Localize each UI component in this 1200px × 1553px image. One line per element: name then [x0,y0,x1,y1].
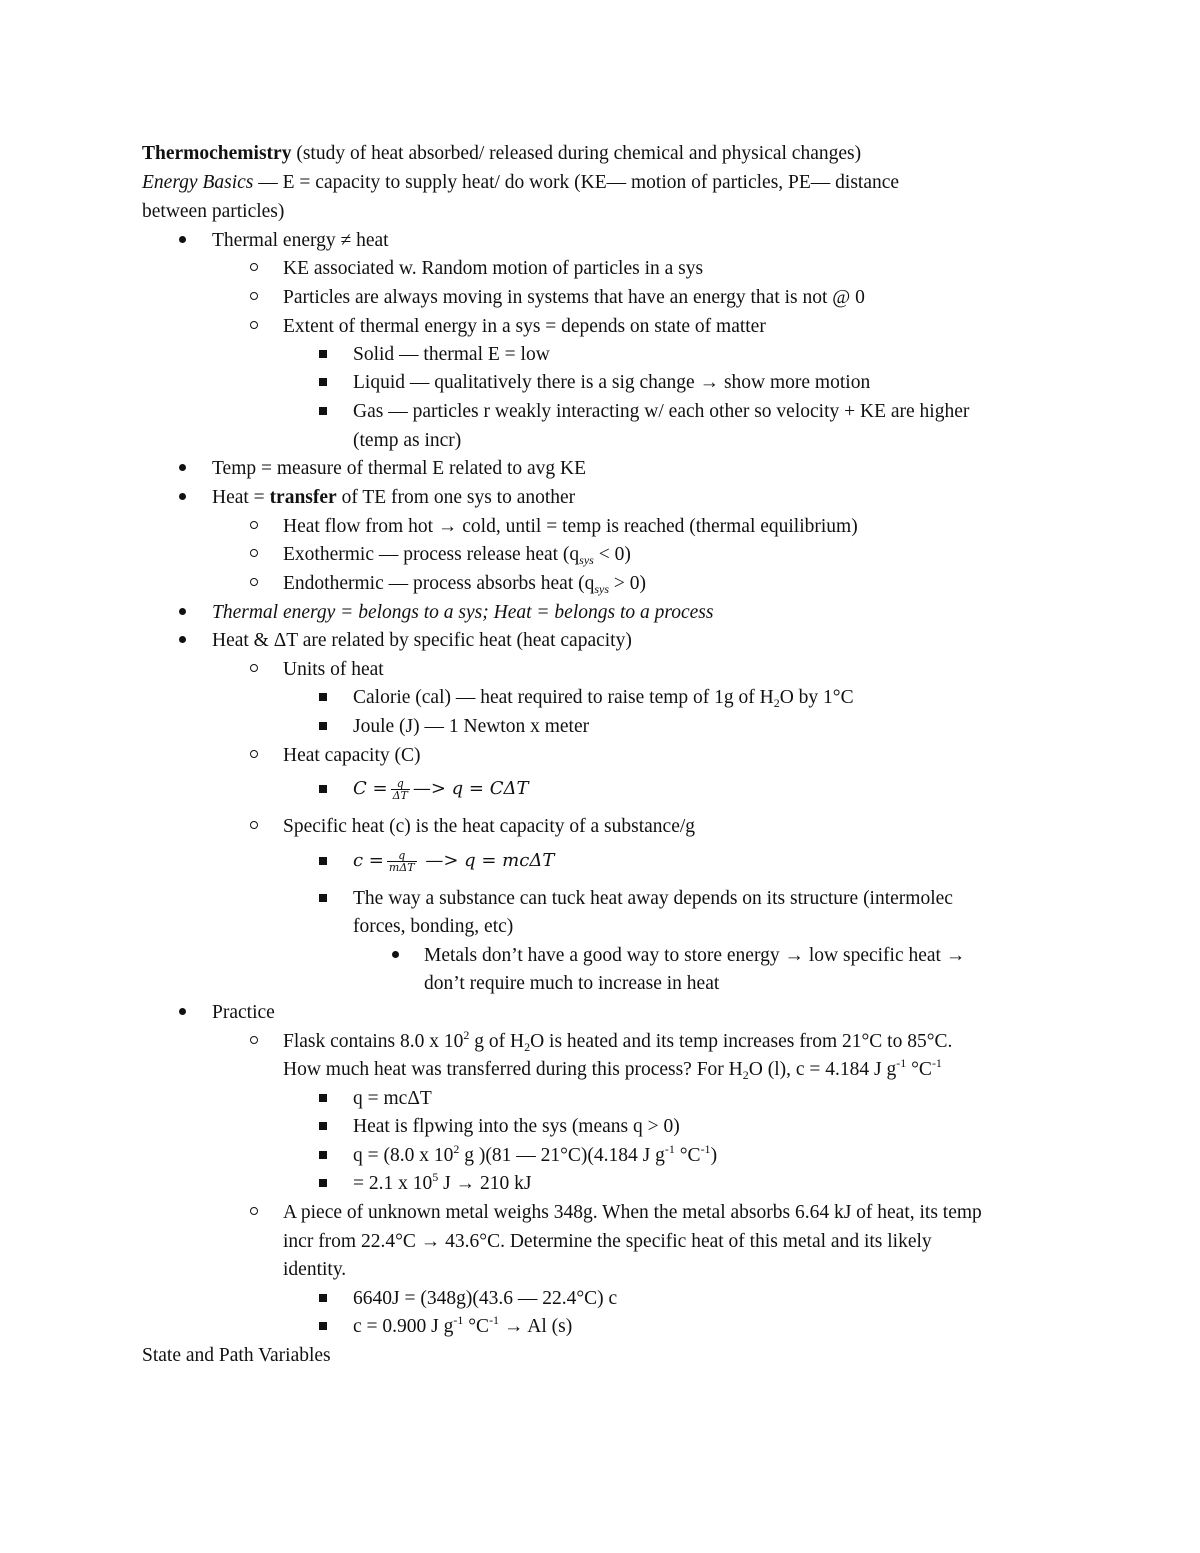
thermal-sub-3: Extent of thermal energy in a sys = depends on state of matter [283,316,766,337]
temp-line: Temp = measure of thermal E related to avg KE [212,458,587,479]
units-of-heat: Units of heat [283,659,384,680]
problem-2-line-2: incr from 22.4°C → 43.6°C. Determine the specific heat of this metal and its likely [283,1231,932,1252]
s3-sup2: -1 [700,1142,711,1156]
bullet-circle [244,815,264,839]
bullet-square [313,850,333,874]
problem-1-line-1 [283,1030,952,1054]
practice-label: Practice [212,1002,275,1023]
bullet-dot [172,629,192,653]
energy-basics-line-2: between particles) [142,201,285,222]
metals-line-2: don’t require much to increase in heat [424,973,720,994]
bullet-square [313,715,333,739]
exo-post: < 0) [593,544,631,565]
sh-lhs: c = [353,850,384,871]
bullet-square [313,371,333,395]
thermal-solid: Solid — thermal E = low [353,344,550,365]
title-heading: Thermochemistry [142,143,292,164]
bullet-square [313,400,333,424]
bullet-square [313,343,333,367]
hc-den: ΔT [392,788,408,802]
s4-b: J → 210 kJ [438,1173,532,1194]
t2-sup2: -1 [489,1313,500,1327]
state-path-heading: State and Path Variables [142,1345,331,1366]
heat-capacity: Heat capacity (C) [283,745,421,766]
bullet-dot [172,486,192,510]
bullet-square [313,778,333,802]
metals-line-1: Metals don’t have a good way to store energy → low specific heat → [424,945,966,966]
problem-2-line-3: identity. [283,1259,347,1280]
sh-den: mΔT [388,860,415,874]
solution-2-step-2 [353,1315,572,1339]
bullet-circle [244,315,264,339]
solution-1-step-3 [353,1144,717,1168]
s3-sup: 2 [453,1142,460,1156]
bullet-dot [172,601,192,625]
p1-c: O is heated and its temp increases from 21°C to 85°C. [530,1031,953,1052]
sh-rhs: —> q = mcΔT [419,850,555,871]
energy-basics-label: Energy Basics [142,172,254,193]
s4-a: = 2.1 x 10 [353,1173,433,1194]
bullet-circle [244,1030,264,1054]
thermal-gas-2: (temp as incr) [353,430,462,451]
bullet-square [313,1172,333,1196]
solution-1-step-1: q = mcΔT [353,1088,432,1109]
bullet-circle [244,257,264,281]
bullet-square [313,1115,333,1139]
t2-a: c = 0.900 J g [353,1316,454,1337]
energy-basics-text: — E = capacity to supply heat/ do work (KE— motion of particles, PE— distance [253,172,900,193]
t2-sup1: -1 [453,1313,464,1327]
cal-sub: 2 [773,696,780,710]
thermal-sub-1: KE associated w. Random motion of particles in a sys [283,258,704,279]
s4-sup: 5 [432,1170,439,1184]
p1-sup: 2 [463,1028,470,1042]
heat-endo [283,572,646,596]
hc-fraction [391,778,410,801]
problem-1-line-2 [283,1058,942,1082]
bullet-square [313,686,333,710]
title-line [142,142,861,166]
cal-pre: Calorie (cal) — heat required to raise temp of 1g of H [353,687,774,708]
s3-b: g )(81 — 21°C)(4.184 J g [459,1145,665,1166]
t2-c: → Al (s) [499,1316,573,1337]
p1l2-sub: 2 [742,1068,749,1082]
bullet-circle [244,515,264,539]
sh-fraction [387,850,417,873]
title-subtitle: (study of heat absorbed/ released during chemical and physical changes) [291,143,862,164]
tuck-line-1: The way a substance can tuck heat away depends on its structure (intermolec [353,888,953,909]
hc-rhs: —> q = CΔT [412,778,529,799]
t2-b: °C [463,1316,490,1337]
joule-line: Joule (J) — 1 Newton x meter [353,716,590,737]
s3-c: °C [674,1145,701,1166]
bullet-square [313,1144,333,1168]
specific-heat-formula [353,846,554,876]
thermal-gas-1: Gas — particles r weakly interacting w/ each other so velocity + KE are higher [353,401,970,422]
heat-pre: Heat = [212,487,270,508]
s3-sup1: -1 [664,1142,675,1156]
heat-exo [283,543,631,567]
problem-2-line-1: A piece of unknown metal weighs 348g. When the metal absorbs 6.64 kJ of heat, its temp [283,1202,982,1223]
endo-sub: sys [594,582,610,596]
energy-basics-line [142,171,899,195]
p1-sub: 2 [524,1040,531,1054]
solution-2-step-1: 6640J = (348g)(43.6 — 22.4°C) c [353,1288,618,1309]
bullet-circle [244,572,264,596]
cal-post: O by 1°C [779,687,854,708]
bullet-dot [172,229,192,253]
bullet-square [313,887,333,911]
p1-a: Flask contains 8.0 x 10 [283,1031,464,1052]
bullet-circle [244,744,264,768]
bullet-square [313,1287,333,1311]
exo-sub: sys [579,553,594,567]
endo-post: > 0) [609,573,647,594]
italic-note: Thermal energy = belongs to a sys; Heat = belongs to a process [212,602,714,623]
bullet-dot [172,1001,192,1025]
hc-num: q [391,778,410,790]
s3-d: ) [710,1145,718,1166]
p1l2-a: How much heat was transferred during this process? For H [283,1059,743,1080]
p1l2-c: °C [906,1059,932,1080]
p1l2-sup2: -1 [931,1056,942,1070]
bullet-dot [172,457,192,481]
s3-a: q = (8.0 x 10 [353,1145,454,1166]
p1l2-b: O (l), c = 4.184 J g [748,1059,897,1080]
bullet-circle [244,543,264,567]
tuck-line-2: forces, bonding, etc) [353,916,514,937]
heat-flow: Heat flow from hot → cold, until = temp is reached (thermal equilibrium) [283,516,858,537]
bullet-square [313,1315,333,1339]
specific-main: Heat & ΔT are related by specific heat (heat capacity) [212,630,632,651]
thermal-sub-2: Particles are always moving in systems that have an energy that is not @ 0 [283,287,865,308]
heat-capacity-formula [353,774,529,804]
heat-bold: transfer [269,487,337,508]
sh-num: q [387,850,417,862]
calorie-line [353,686,854,710]
hc-lhs: C = [353,778,388,799]
p1-b: g of H [469,1031,525,1052]
bullet-dot [385,944,405,968]
solution-1-step-4 [353,1172,531,1196]
heat-line [212,486,575,510]
specific-heat: Specific heat (c) is the heat capacity of a substance/g [283,816,696,837]
bullet-square [313,1087,333,1111]
solution-1-step-2: Heat is flpwing into the sys (means q > 0) [353,1116,680,1137]
p1l2-sup1: -1 [896,1056,907,1070]
thermal-liquid: Liquid — qualitatively there is a sig change → show more motion [353,372,871,393]
bullet-circle [244,286,264,310]
bullet-circle [244,658,264,682]
endo-pre: Endothermic — process absorbs heat (q [283,573,595,594]
thermal-main: Thermal energy ≠ heat [212,230,389,251]
exo-pre: Exothermic — process release heat (q [283,544,580,565]
bullet-circle [244,1201,264,1225]
heat-post: of TE from one sys to another [336,487,576,508]
